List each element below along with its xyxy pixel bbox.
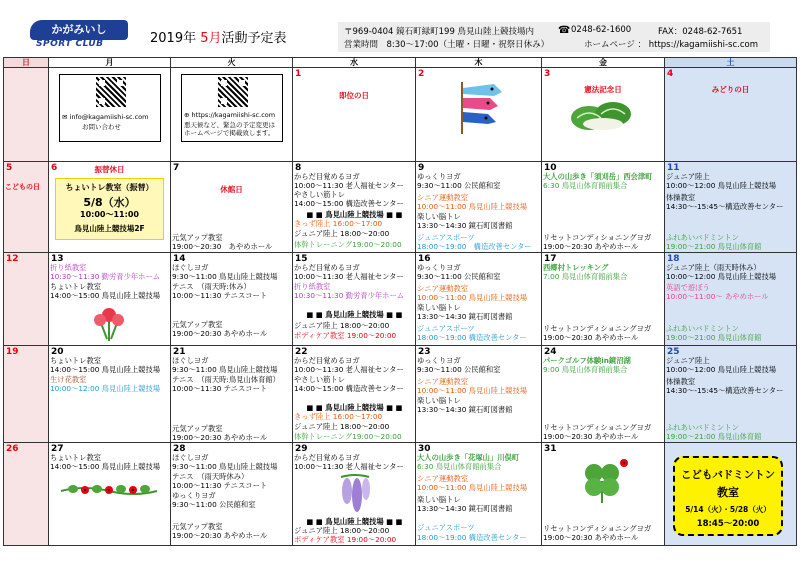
website-qr-box bbox=[181, 74, 283, 142]
event-time: 13:30～14:30 鏡石町図書館 bbox=[417, 405, 513, 414]
event-time: 10:30～11:30 勤労青少年ホーム bbox=[50, 272, 161, 281]
event-time: 14:00～15:00 鳥見山陸上競技場 bbox=[50, 365, 161, 374]
week-row-1 bbox=[4, 68, 797, 162]
event-time: 9:30～11:00 公民館和室 bbox=[172, 500, 256, 509]
day-number: 27 bbox=[51, 444, 64, 454]
promo-choitore[interactable] bbox=[55, 178, 164, 240]
day-number: 29 bbox=[295, 444, 308, 454]
event-item: きっず陸上 16:00～17:00 bbox=[294, 412, 383, 421]
event-title: やさしい筋トレ bbox=[294, 375, 346, 384]
day-number: 16 bbox=[418, 254, 431, 264]
contact-email[interactable]: info@kagamiishi-sc.com bbox=[69, 113, 149, 121]
event-item: ボディケア教室 19:00～20:00 bbox=[294, 535, 397, 544]
day-cell-22[interactable] bbox=[293, 346, 416, 443]
event-time: 10:00～11:30 老人福祉センター bbox=[294, 365, 404, 374]
event-title: リセットコンディショニングヨガ bbox=[543, 423, 652, 432]
contact-qr-box bbox=[59, 74, 161, 142]
day-number: 28 bbox=[173, 444, 186, 454]
day-number: 20 bbox=[51, 347, 64, 357]
title-month: 5月 bbox=[200, 31, 222, 46]
fax-number: FAX：0248-62-7651 bbox=[658, 27, 743, 37]
event-time: 9:30～11:00 鳥見山陸上競技場 bbox=[172, 365, 278, 374]
header bbox=[0, 0, 800, 58]
holiday-label: 振替休日 bbox=[94, 165, 125, 174]
event-title: 元気アップ教室 bbox=[172, 522, 223, 531]
event-title: テニス （雨天時休み） bbox=[172, 472, 249, 481]
event-time: 9:30～11:00 公民館和室 bbox=[417, 272, 501, 281]
event-title: からだ目覚めるヨガ bbox=[294, 453, 360, 462]
day-number: 11 bbox=[667, 163, 680, 173]
event-time: 10:00～11:00 鳥見山陸上競技場 bbox=[417, 386, 528, 395]
day-number: 14 bbox=[173, 254, 186, 264]
event-title: ほぐしヨガ bbox=[172, 263, 209, 272]
event-time: 14:30～-15:45～構造改善センター bbox=[666, 386, 784, 395]
event-title: テニス （雨天時:休み） bbox=[172, 282, 251, 291]
event-item: ボディケア教室 19:00～20:00 bbox=[294, 331, 397, 340]
day-number: 26 bbox=[6, 444, 19, 454]
day-cell-23[interactable] bbox=[416, 346, 542, 443]
day-cell-16[interactable] bbox=[416, 253, 542, 346]
event-title: ちょいトレ教室 bbox=[50, 356, 102, 365]
day-cell-13[interactable] bbox=[49, 253, 171, 346]
event-title: シニア運動教室 bbox=[417, 193, 469, 202]
event-title: ふれあいバドミントン bbox=[666, 423, 739, 432]
day-number: 9 bbox=[418, 163, 425, 173]
event-time: 9:30～11:00 公民館和室 bbox=[417, 181, 501, 190]
day-number: 2 bbox=[418, 69, 425, 79]
event-time: 9:30～11:00 鳥見山陸上競技場 bbox=[172, 462, 278, 471]
day-cell-29[interactable] bbox=[293, 443, 416, 546]
koinobori-icon bbox=[454, 80, 504, 135]
holiday-label: こどもの日 bbox=[5, 183, 40, 191]
day-cell-qr-web bbox=[171, 68, 293, 162]
event-time: 18:00～19:00 構造改善センター bbox=[417, 533, 527, 542]
address: 〒969-0404 鏡石町緑町199 鳥見山陸上競技場内 bbox=[344, 27, 535, 37]
logo-text: かがみいし bbox=[30, 20, 128, 40]
title-rest: 活動予定表 bbox=[221, 31, 287, 46]
event-item: ジュニア陸上 18:00～20:00 bbox=[294, 229, 390, 238]
event-time: 10:30～11:30 勤労青少年ホーム bbox=[294, 291, 405, 300]
event-time: 14:00～15:00 構造改善センター bbox=[294, 384, 404, 393]
event-item: ジュニア陸上 18:00～20:00 bbox=[294, 422, 390, 431]
day-number: 8 bbox=[295, 163, 302, 173]
event-time: 10:00～11:00 鳥見山陸上競技場 bbox=[417, 293, 528, 302]
event-time: 9:00 鳥見山体育館前集合 bbox=[543, 365, 628, 374]
day-number: 7 bbox=[173, 163, 180, 173]
day-number: 18 bbox=[667, 254, 680, 264]
day-cell-8[interactable] bbox=[293, 162, 416, 253]
wisteria-icon bbox=[337, 473, 373, 515]
event-time: 19:00～20:30 あやめホール bbox=[543, 242, 639, 251]
day-number: 24 bbox=[544, 347, 557, 357]
event-title: 楽しい脳トレ bbox=[417, 212, 461, 221]
venue-divider: ■ ■ 鳥見山陸上競技場 ■ ■ bbox=[306, 403, 403, 412]
week-row-3 bbox=[4, 253, 797, 346]
event-time: 10:00～11:30 老人福祉センター bbox=[294, 462, 404, 471]
holiday-label: 即位の日 bbox=[339, 91, 369, 100]
venue-divider: ■ ■ 鳥見山陸上競技場 ■ ■ bbox=[306, 210, 403, 219]
day-cell-badminton-promo[interactable] bbox=[665, 443, 797, 546]
logo[interactable] bbox=[30, 20, 128, 54]
weekday-sun: 日 bbox=[4, 58, 49, 68]
event-title: ふれあいバドミントン bbox=[666, 324, 739, 333]
event-title: からだ目覚めるヨガ bbox=[294, 172, 360, 181]
event-time: 9:30～11:00 鳥見山陸上競技場 bbox=[172, 272, 278, 281]
event-time: 9:30～11:00 公民館和室 bbox=[417, 365, 501, 374]
event-time: 13:30～14:30 鏡石町図書館 bbox=[417, 221, 513, 230]
contact-label: お問い合わせ bbox=[82, 123, 121, 131]
event-title: ジュニアスポーツ bbox=[417, 523, 475, 532]
event-time: 10:00～11:30 テニスコート bbox=[172, 481, 268, 490]
day-cell-3[interactable] bbox=[542, 68, 665, 162]
event-title: リセットコンディショニングヨガ bbox=[543, 233, 652, 242]
day-number: 10 bbox=[544, 163, 557, 173]
event-title: 楽しい脳トレ bbox=[417, 303, 461, 312]
event-time: 6:30 鳥見山体育館前集合 bbox=[417, 462, 502, 471]
promo-place: 鳥見山陸上競技場2F bbox=[74, 224, 145, 233]
day-cell-17[interactable] bbox=[542, 253, 665, 346]
day-cell-6[interactable] bbox=[49, 162, 171, 253]
weekday-tue: 火 bbox=[171, 58, 293, 68]
day-number: 15 bbox=[295, 254, 308, 264]
event-time: 14:30～-15:45～構造改善センター bbox=[666, 202, 784, 211]
event-title: 英語で遊ぼう bbox=[666, 283, 710, 292]
day-cell-18[interactable] bbox=[665, 253, 797, 346]
globe-icon: ⊕ bbox=[184, 111, 190, 119]
event-time: 14:00～15:00 鳥見山陸上競技場 bbox=[50, 462, 161, 471]
day-number: 6 bbox=[51, 163, 58, 173]
promo-title: こどもバドミントン bbox=[680, 469, 776, 481]
day-cell-27[interactable] bbox=[49, 443, 171, 546]
event-title: ジュニア陸上 bbox=[666, 356, 710, 365]
day-cell-11[interactable] bbox=[665, 162, 797, 253]
day-number: 21 bbox=[173, 347, 186, 357]
event-time: 6:30 鳥見山体育館前集合 bbox=[543, 181, 628, 190]
day-number: 31 bbox=[544, 444, 557, 454]
event-time: 10:00～11:00 鳥見山陸上競技場 bbox=[417, 483, 528, 492]
day-cell-21[interactable] bbox=[171, 346, 293, 443]
event-title: ゆっくりヨガ bbox=[417, 263, 461, 272]
promo-time: 10:00～11:00 bbox=[80, 210, 139, 219]
carnation-icon bbox=[89, 303, 129, 343]
clover-icon bbox=[572, 457, 632, 505]
event-time: 10:00～11:30 テニスコート bbox=[172, 291, 268, 300]
holiday-label: みどりの日 bbox=[711, 85, 750, 94]
title-year: 2019年 bbox=[150, 31, 197, 46]
event-title: ゆっくりヨガ bbox=[417, 172, 461, 181]
event-title: 折り紙教室 bbox=[50, 263, 87, 272]
day-cell-28[interactable] bbox=[171, 443, 293, 546]
weekday-thu: 木 bbox=[416, 58, 542, 68]
mail-icon: ✉ bbox=[62, 113, 68, 121]
week-row-4 bbox=[4, 346, 797, 443]
day-cell-20[interactable] bbox=[49, 346, 171, 443]
event-time: 10:00～12:00 鳥見山陸上競技場 bbox=[666, 365, 777, 374]
event-title: ほぐしヨガ bbox=[172, 453, 209, 462]
event-time: 10:00～11:30 老人福祉センター bbox=[294, 272, 404, 281]
event-title: ジュニア陸上 bbox=[666, 172, 710, 181]
event-time: 19:00～20:30 あやめホール bbox=[543, 533, 639, 542]
day-number: 4 bbox=[667, 69, 674, 79]
promo-title: ちょいトレ教室（振替） bbox=[65, 183, 154, 192]
event-title: 元気アップ教室 bbox=[172, 320, 223, 329]
event-time: 7:00 鳥見山体育館前集合 bbox=[543, 272, 628, 281]
day-number: 3 bbox=[544, 69, 551, 79]
promo-subtitle: 教室 bbox=[717, 486, 739, 499]
contact-box bbox=[338, 22, 770, 52]
page-title bbox=[150, 27, 287, 46]
event-title: 楽しい脳トレ bbox=[417, 396, 461, 405]
day-cell-12[interactable] bbox=[4, 253, 49, 346]
event-title: 楽しい脳トレ bbox=[417, 495, 461, 504]
day-number: 30 bbox=[418, 444, 431, 454]
holiday-label: 休館日 bbox=[220, 185, 243, 194]
day-cell-9[interactable] bbox=[416, 162, 542, 253]
website-url[interactable]: https://kagamiishi-sc.com bbox=[191, 111, 276, 119]
event-title: 大人の山歩き「花塚山」川俣町 bbox=[417, 453, 520, 462]
event-title: やさしい筋トレ bbox=[294, 190, 346, 199]
day-cell-26[interactable] bbox=[4, 443, 49, 546]
day-cell-2[interactable] bbox=[416, 68, 542, 162]
event-title: パークゴルフ体験in鏡沼湖 bbox=[543, 356, 631, 365]
event-time: 19:00～20:30 あやめホール bbox=[543, 432, 639, 441]
day-cell-24[interactable] bbox=[542, 346, 665, 443]
event-item: ジュニア陸上 18:00～20:00 bbox=[294, 321, 390, 330]
promo-dates: 5/14（火）・5/28（火） bbox=[685, 505, 771, 514]
day-cell-empty bbox=[4, 68, 49, 162]
event-title: 体操教室 bbox=[666, 377, 696, 386]
event-title: 大人の山歩き「須刈岳」西会津町 bbox=[543, 172, 653, 181]
homepage-link[interactable]: ホームページ ： https://kagamiishi-sc.com bbox=[584, 40, 758, 50]
event-title: ちょいトレ教室 bbox=[50, 453, 102, 462]
logo-subtext: SPORT CLUB bbox=[36, 39, 104, 49]
venue-divider: ■ ■ 鳥見山陸上競技場 ■ ■ bbox=[306, 517, 403, 526]
event-title: シニア運動教室 bbox=[417, 474, 469, 483]
event-time: 13:30～14:30 鏡石町図書館 bbox=[417, 312, 513, 321]
event-time: 10:00～11:00 鳥見山陸上競技場 bbox=[417, 202, 528, 211]
qr-code-icon[interactable] bbox=[218, 77, 248, 107]
event-title: 体操教室 bbox=[666, 193, 696, 202]
holiday-label: 憲法記念日 bbox=[584, 85, 622, 94]
event-title: ゆっくりヨガ bbox=[417, 356, 461, 365]
day-number: 17 bbox=[544, 254, 557, 264]
notice-line-2: ホームページで掲載致します。 bbox=[184, 129, 275, 137]
day-cell-5[interactable] bbox=[4, 162, 49, 253]
event-item: 体幹トレーニング19:00～20:00 bbox=[294, 432, 402, 441]
day-cell-7[interactable] bbox=[171, 162, 293, 253]
day-cell-1[interactable] bbox=[293, 68, 416, 162]
day-number: 23 bbox=[418, 347, 431, 357]
event-time: 19:00～20:30 あやめホール bbox=[543, 333, 639, 342]
day-cell-25[interactable] bbox=[665, 346, 797, 443]
day-cell-15[interactable] bbox=[293, 253, 416, 346]
day-number: 19 bbox=[6, 347, 19, 357]
event-title: テニス （雨天時:鳥見山体育館） bbox=[172, 375, 280, 384]
event-title: ふれあいバドミントン bbox=[666, 233, 739, 242]
week-row-2 bbox=[4, 162, 797, 253]
event-item: 体幹トレーニング19:00～20:00 bbox=[294, 240, 402, 249]
day-number: 1 bbox=[295, 69, 302, 79]
event-time: 14:00～15:00 鳥見山陸上競技場 bbox=[50, 291, 161, 300]
day-number: 25 bbox=[667, 347, 680, 357]
day-cell-qr-mail bbox=[49, 68, 171, 162]
day-cell-30[interactable] bbox=[416, 443, 542, 546]
weekday-mon: 月 bbox=[49, 58, 171, 68]
event-time: 19:00～20:30 あやめホール bbox=[172, 531, 268, 540]
business-hours: 営業時間 8:30～17:00（土曜・日曜・祝祭日休み） bbox=[344, 40, 550, 50]
weekday-wed: 水 bbox=[293, 58, 416, 68]
event-time: 10:00～11:30 テニスコート bbox=[172, 384, 268, 393]
event-item: きっず陸上 16:00～17:00 bbox=[294, 219, 383, 228]
event-title: からだ目覚めるヨガ bbox=[294, 263, 360, 272]
event-title: ジュニア陸上（雨天時休み） bbox=[666, 263, 761, 272]
event-title: ちょいトレ教室 bbox=[50, 282, 102, 291]
calendar bbox=[3, 57, 797, 546]
promo-kids-badminton[interactable] bbox=[673, 456, 783, 536]
event-item: ジュニア陸上 18:00～20:00 bbox=[294, 526, 390, 535]
day-cell-14[interactable] bbox=[171, 253, 293, 346]
event-time: 10:00～12:00 鳥見山陸上競技場 bbox=[666, 272, 777, 281]
event-time: 10:00～11:00～ あやめホール bbox=[666, 292, 769, 301]
event-time: 18:00～19:00 構造改善センター bbox=[417, 333, 527, 342]
event-time: 19:00～20:30 あやめホール bbox=[172, 242, 273, 251]
event-time: 19:00～21:00 鳥見山体育館 bbox=[666, 333, 762, 342]
event-time: 14:00～15:00 構造改善センター bbox=[294, 199, 404, 208]
event-time: 18:00～19:00 構造改善センター bbox=[417, 242, 532, 251]
event-time: 19:00～21:00 鳥見山体育館 bbox=[666, 242, 762, 251]
tel-number[interactable]: 0248-62-1600 bbox=[571, 25, 632, 35]
day-number: 22 bbox=[295, 347, 308, 357]
event-title: シニア運動教室 bbox=[417, 284, 469, 293]
weekday-header bbox=[4, 58, 797, 68]
week-row-5 bbox=[4, 443, 797, 546]
event-title: 西郷村トレッキング bbox=[543, 263, 609, 272]
kashiwa-mochi-icon bbox=[567, 90, 637, 134]
event-title: リセットコンディショニングヨガ bbox=[543, 324, 652, 333]
event-title: 元気アップ教室 bbox=[172, 424, 223, 433]
event-time: 10:00～12:00 鳥見山陸上競技場 bbox=[50, 384, 161, 393]
event-title: からだ目覚めるヨガ bbox=[294, 356, 360, 365]
event-title: 折り紙教室 bbox=[294, 282, 331, 291]
day-number: 13 bbox=[51, 254, 64, 264]
event-title: シニア運動教室 bbox=[417, 377, 469, 386]
promo-date: 5/8（水） bbox=[83, 196, 136, 209]
promo-time: 18:45～20:00 bbox=[696, 519, 760, 529]
event-title: ジュニアスポーツ bbox=[417, 324, 475, 333]
weekday-sat: 土 bbox=[665, 58, 797, 68]
ladybug-vine-icon bbox=[59, 481, 159, 497]
day-cell-10[interactable] bbox=[542, 162, 665, 253]
event-time: 10:00～12:00 鳥見山陸上競技場 bbox=[666, 181, 777, 190]
event-time: 10:00～11:30 老人福祉センター bbox=[294, 181, 404, 190]
event-title: ジュニアスポーツ bbox=[417, 233, 475, 242]
event-title: ほぐしヨガ bbox=[172, 356, 209, 365]
day-cell-19[interactable] bbox=[4, 346, 49, 443]
event-time: 19:00～20:30 あやめホール bbox=[172, 433, 268, 442]
event-title: 元気アップ教室 bbox=[172, 233, 223, 242]
qr-code-icon[interactable] bbox=[96, 77, 126, 107]
notice-line-1: 悪天候など、緊急の予定変更は bbox=[184, 121, 275, 129]
event-title: リセットコンディショニングヨガ bbox=[543, 524, 652, 533]
event-time: 13:30～14:30 鏡石町図書館 bbox=[417, 504, 513, 513]
venue-divider: ■ ■ 鳥見山陸上競技場 ■ ■ bbox=[306, 310, 403, 319]
day-number: 5 bbox=[6, 163, 13, 173]
event-title: 生け花教室 bbox=[50, 375, 87, 384]
day-cell-4[interactable] bbox=[665, 68, 797, 162]
day-cell-31[interactable] bbox=[542, 443, 665, 546]
weekday-fri: 金 bbox=[542, 58, 665, 68]
phone-icon: ☎ bbox=[558, 25, 571, 36]
event-time: 19:00～21:00 鳥見山体育館 bbox=[666, 432, 762, 441]
event-time: 19:00～20:30 あやめホール bbox=[172, 329, 268, 338]
event-title: ゆっくりヨガ bbox=[172, 491, 216, 500]
day-number: 12 bbox=[6, 254, 19, 264]
